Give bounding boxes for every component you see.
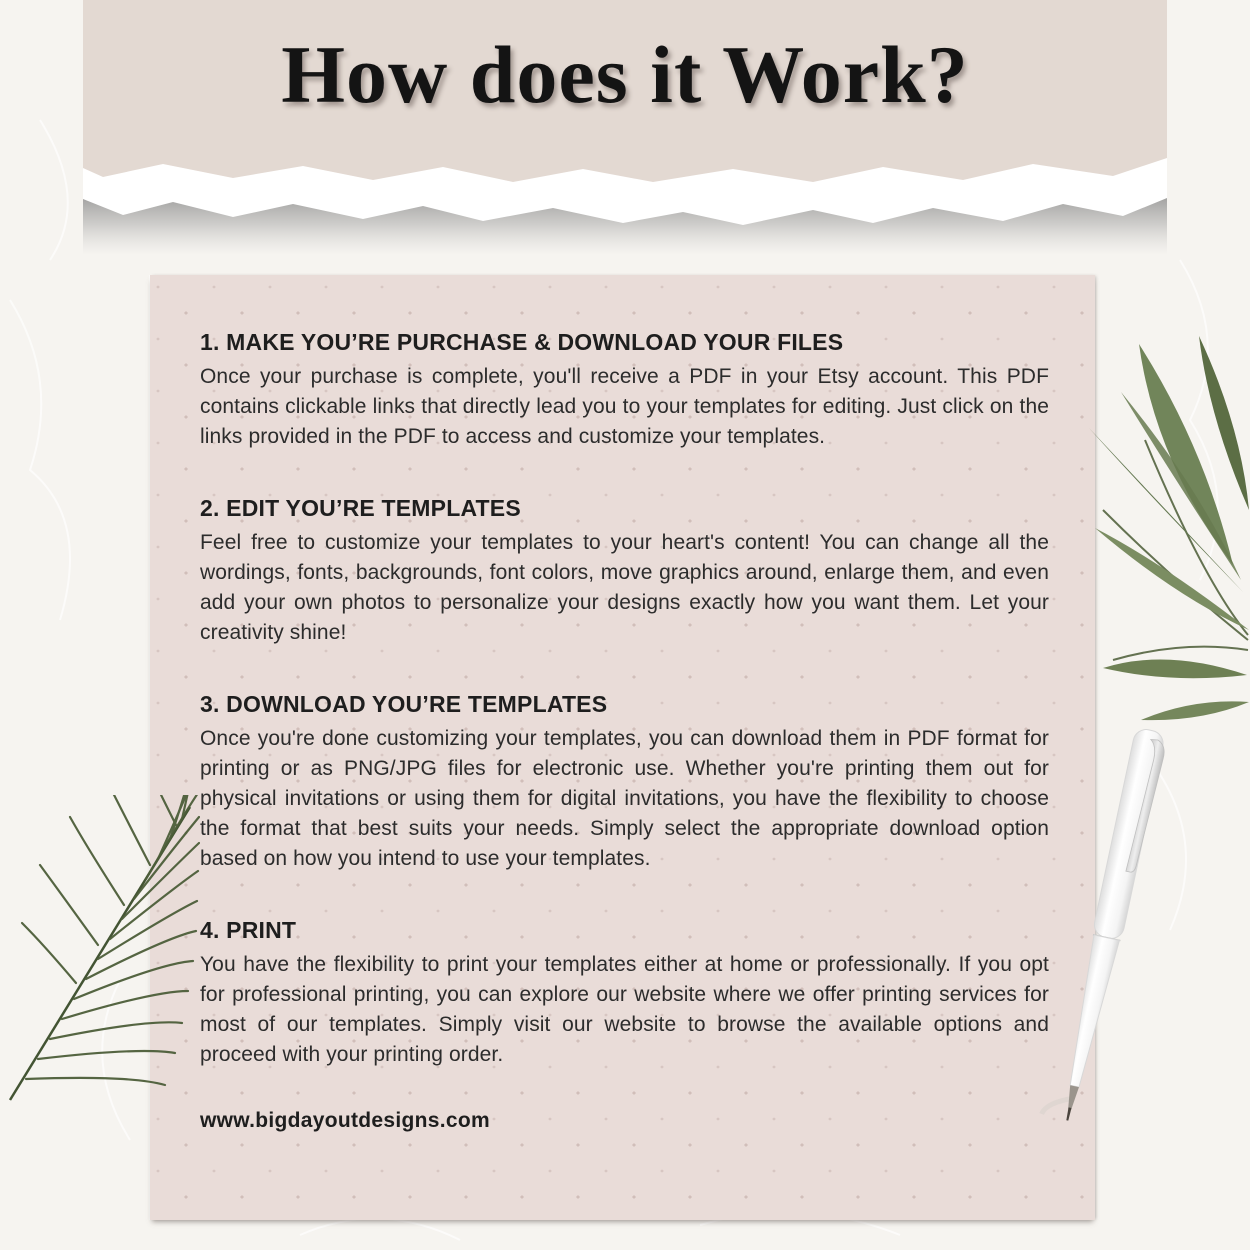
section-3-body: Once you're done customizing your templates, you can download them in PDF format for printing or as PNG/JPG files for electronic use. Whether you're printing them out for physical invitations or using them for digital invitations, you have the flexibility to choose the format that best suits your needs. Simply select the appropriate download option based on how you intend to use your templates.: [200, 727, 1049, 870]
palm-frond-image: [0, 795, 200, 1115]
section-4-heading: 4. PRINT: [200, 917, 297, 943]
section-3-heading: 3. DOWNLOAD YOU’RE TEMPLATES: [200, 691, 608, 717]
pen-image: [1015, 712, 1205, 1142]
eucalyptus-leaves-image: [1083, 330, 1250, 725]
section-step-3: [200, 689, 1049, 874]
section-2-body: Feel free to customize your templates to your heart's content! You can change all the wordings, fonts, backgrounds, font colors, move graphics around, enlarge them, and even add your own photos to personalize your designs exactly how you want them. Let your creativity shine!: [200, 531, 1049, 644]
section-step-2: [200, 493, 1049, 648]
section-2-heading: 2. EDIT YOU’RE TEMPLATES: [200, 495, 521, 521]
page-title: How does it Work?: [281, 29, 969, 120]
website-url: www.bigdayoutdesigns.com: [200, 1109, 490, 1132]
section-step-1: [200, 327, 1049, 452]
section-1-heading: 1. MAKE YOU’RE PURCHASE & DOWNLOAD YOUR FILES: [200, 329, 844, 355]
section-step-4: [200, 915, 1049, 1070]
content-paper: [150, 275, 1095, 1220]
section-1-body: Once your purchase is complete, you'll receive a PDF in your Etsy account. This PDF contains clickable links that directly lead you to your templates for editing. Just click on the links provided in the PDF to access and customize your templates.: [200, 365, 1049, 448]
section-4-body: You have the flexibility to print your templates either at home or professionally. If you opt for professional printing, you can explore our website where we offer printing services for most of our templates. Simply visit our website to browse the available options and proceed with your printing order.: [200, 953, 1049, 1066]
